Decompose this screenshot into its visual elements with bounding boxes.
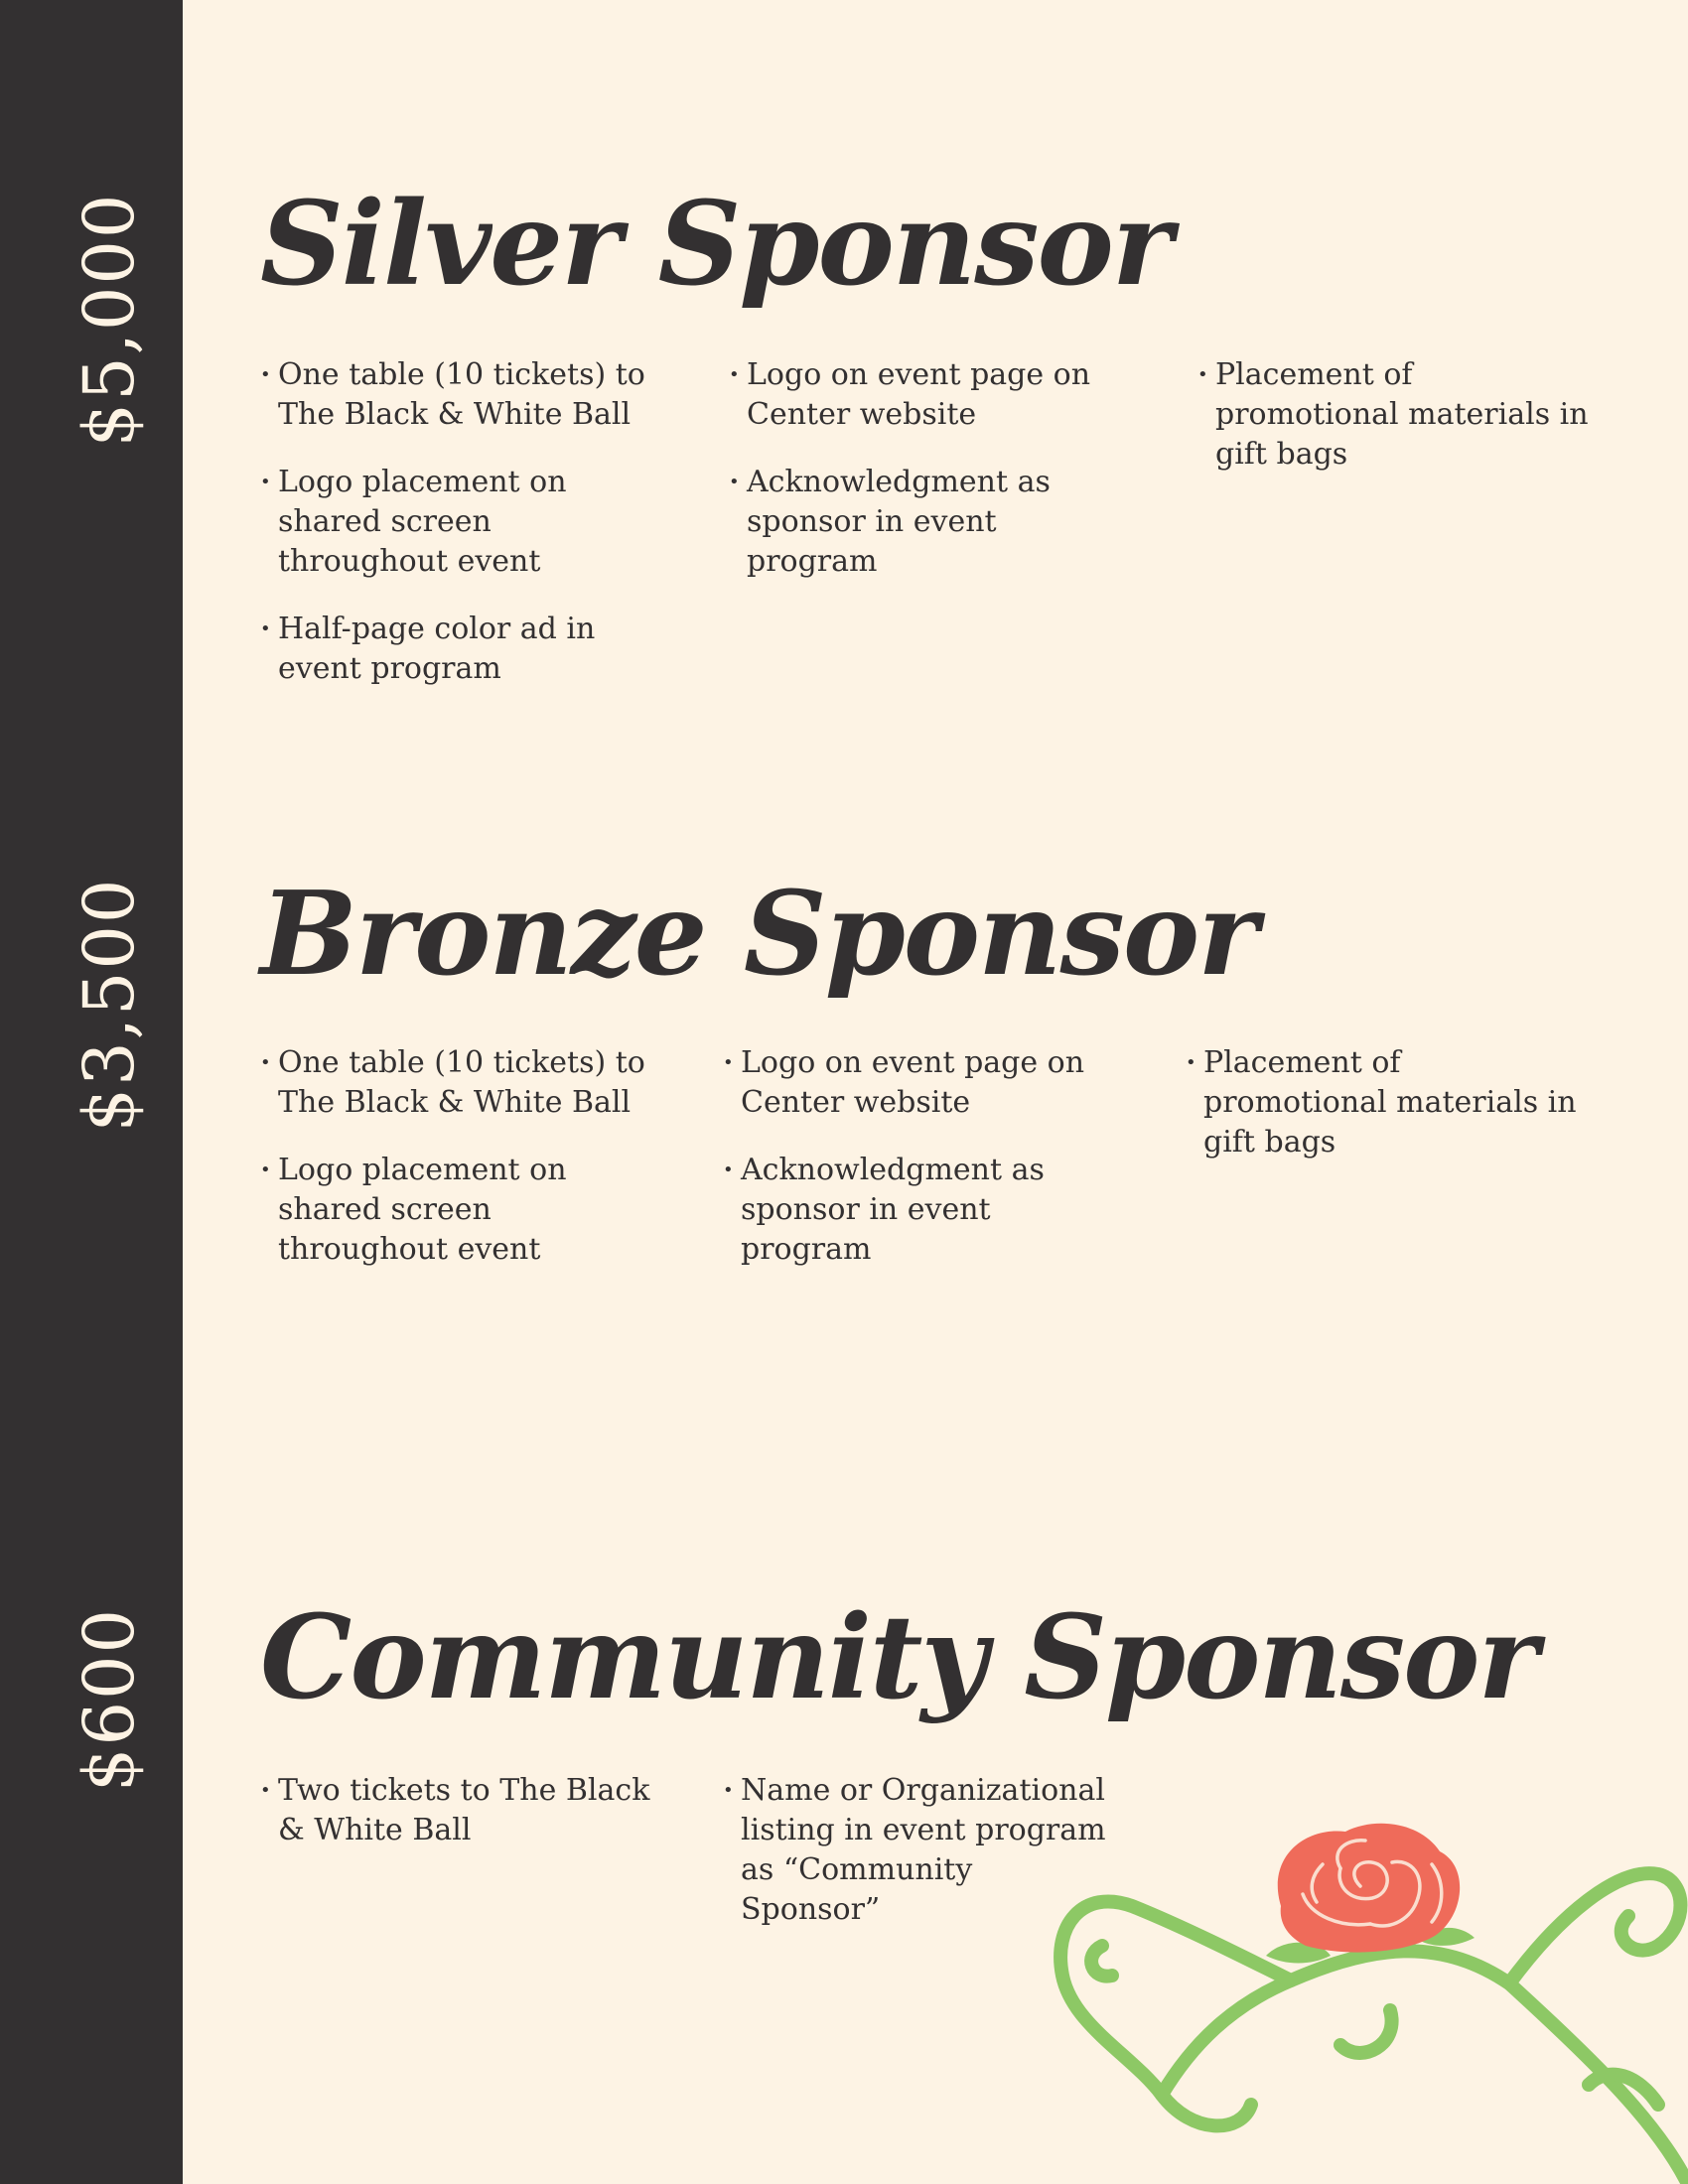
silver-benefits-col-1: [260, 355, 657, 717]
rose-vine-icon: [1043, 1807, 1688, 2184]
community-title: Community Sponsor: [260, 1590, 1537, 1725]
benefit-item: • One table (10 tickets) to The Black & White Ball: [260, 355, 657, 435]
benefit-item: • Logo placement on shared screen throughout event: [260, 1151, 657, 1270]
bronze-benefits-col-3: [1186, 1043, 1583, 1190]
benefit-item: • Half-page color ad in event program: [260, 610, 657, 689]
benefit-item: • One table (10 tickets) to The Black & White Ball: [260, 1043, 657, 1123]
benefit-item: • Two tickets to The Black & White Ball: [260, 1771, 657, 1850]
benefit-item: • Acknowledgment as sponsor in event program: [723, 1151, 1120, 1270]
silver-title: Silver Sponsor: [260, 177, 1171, 312]
community-benefits-col-1: [260, 1771, 657, 1878]
benefit-item: • Logo placement on shared screen throughout event: [260, 463, 657, 582]
bronze-benefits-col-1: [260, 1043, 657, 1297]
benefit-item: • Placement of promotional materials in gift bags: [1197, 355, 1595, 475]
silver-price: $5,000: [69, 192, 150, 448]
benefit-item: • Acknowledgment as sponsor in event program: [729, 463, 1126, 582]
community-price: $600: [69, 1606, 150, 1793]
bronze-title: Bronze Sponsor: [260, 867, 1257, 1002]
silver-benefits-col-3: [1197, 355, 1595, 502]
benefit-item: • Logo on event page on Center website: [729, 355, 1126, 435]
price-band: [0, 0, 183, 2184]
bronze-price: $3,500: [69, 877, 150, 1133]
benefit-item: • Name or Organizational listing in event program as “Community Sponsor”: [723, 1771, 1120, 1930]
benefit-item: • Placement of promotional materials in gift bags: [1186, 1043, 1583, 1162]
bronze-benefits-col-2: [723, 1043, 1120, 1297]
silver-benefits-col-2: [729, 355, 1126, 610]
benefit-item: • Logo on event page on Center website: [723, 1043, 1120, 1123]
